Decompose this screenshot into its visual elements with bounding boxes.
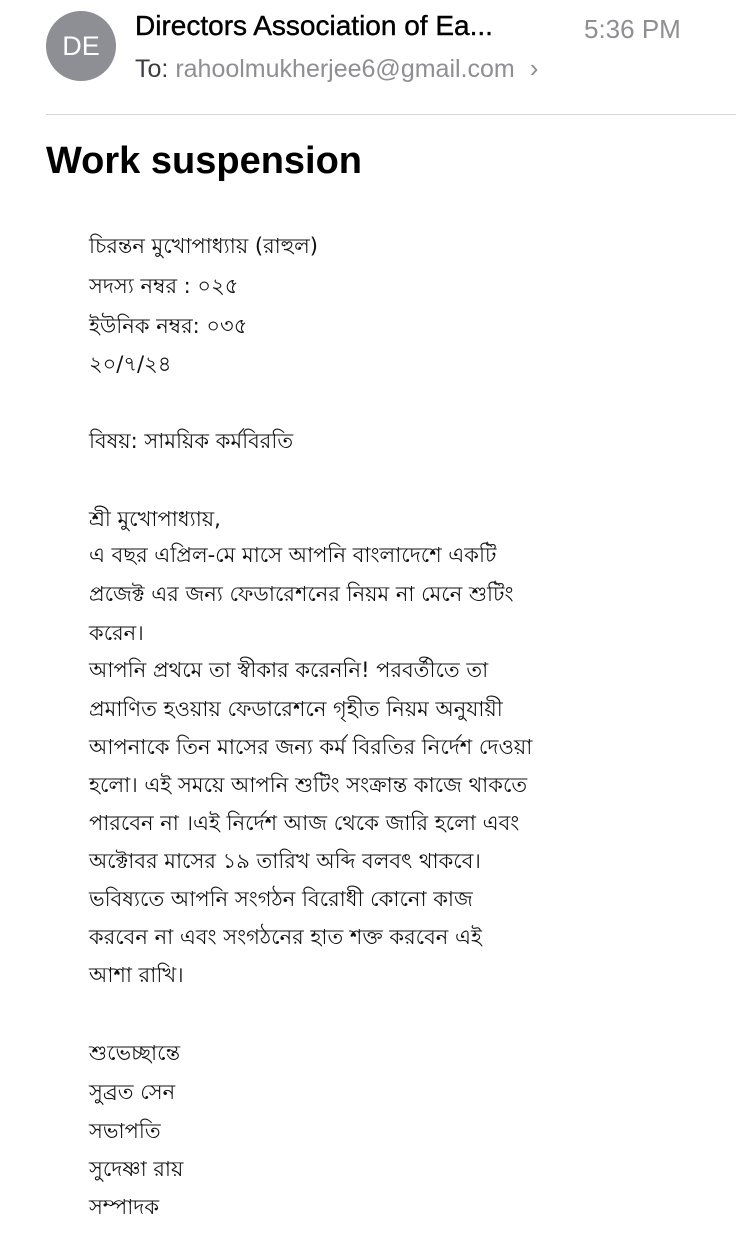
body-line: এ বছর এপ্রিল-মে মাসে আপনি বাংলাদেশে একটি <box>89 543 497 567</box>
body-line: হলো। এই সময়ে আপনি শুটিং সংক্রান্ত কাজে থাকতে <box>89 773 528 797</box>
to-label: To: <box>135 55 169 83</box>
recipient-address[interactable]: rahoolmukherjee6@gmail.com <box>175 55 515 83</box>
sender-avatar[interactable]: DE <box>46 11 116 81</box>
body-line: করেন। <box>89 621 144 645</box>
body-line: সুব্রত সেন <box>89 1080 176 1104</box>
body-line: সদস্য নম্বর : ০২৫ <box>89 274 239 298</box>
email-header <box>0 0 736 115</box>
body-line: সম্পাদক <box>89 1195 160 1219</box>
body-line: বিষয়: সাময়িক কর্মবিরতি <box>89 429 294 453</box>
body-line: ২০/৭/২৪ <box>89 352 172 376</box>
body-line: অক্টোবর মাসের ১৯ তারিখ অব্দি বলবৎ থাকবে। <box>89 849 481 873</box>
body-line: শ্রী মুখোপাধ্যায়, <box>89 507 221 531</box>
body-line: ইউনিক নম্বর: ০৩৫ <box>89 314 248 338</box>
body-line: সভাপতি <box>89 1119 161 1143</box>
body-line: সুদেষ্ণা রায় <box>89 1157 184 1181</box>
chevron-right-icon[interactable]: › <box>529 53 539 83</box>
sender-name[interactable]: Directors Association of Ea... <box>135 10 493 41</box>
body-line: করবেন না এবং সংগঠনের হাত শক্ত করবেন এই <box>89 925 482 949</box>
body-line: ভবিষ্যতে আপনি সংগঠন বিরোধী কোনো কাজ <box>89 887 473 911</box>
recipient-line[interactable] <box>135 53 538 84</box>
timestamp: 5:36 PM <box>584 14 681 44</box>
body-line: প্রজেক্ট এর জন্য ফেডারেশনের নিয়ম না মেনে শুটিং <box>89 582 514 606</box>
header-divider <box>46 114 736 115</box>
body-line: শুভেচ্ছান্তে <box>89 1041 181 1065</box>
body-line: আশা রাখি। <box>89 963 184 987</box>
body-line: প্রমাণিত হওয়ায় ফেডারেশনে গৃহীত নিয়ম অনুযায়ী <box>89 697 503 721</box>
body-line: চিরন্তন মুখোপাধ্যায় (রাহুল) <box>89 234 318 258</box>
body-line: পারবেন না ।এই নির্দেশ আজ থেকে জারি হলো এবং <box>89 811 520 835</box>
body-line: আপনাকে তিন মাসের জন্য কর্ম বিরতির নির্দেশ দেওয়া <box>89 735 533 759</box>
email-subject: Work suspension <box>46 140 363 182</box>
body-line: আপনি প্রথমে তা স্বীকার করেননি! পরবর্তীতে তা <box>89 658 489 682</box>
